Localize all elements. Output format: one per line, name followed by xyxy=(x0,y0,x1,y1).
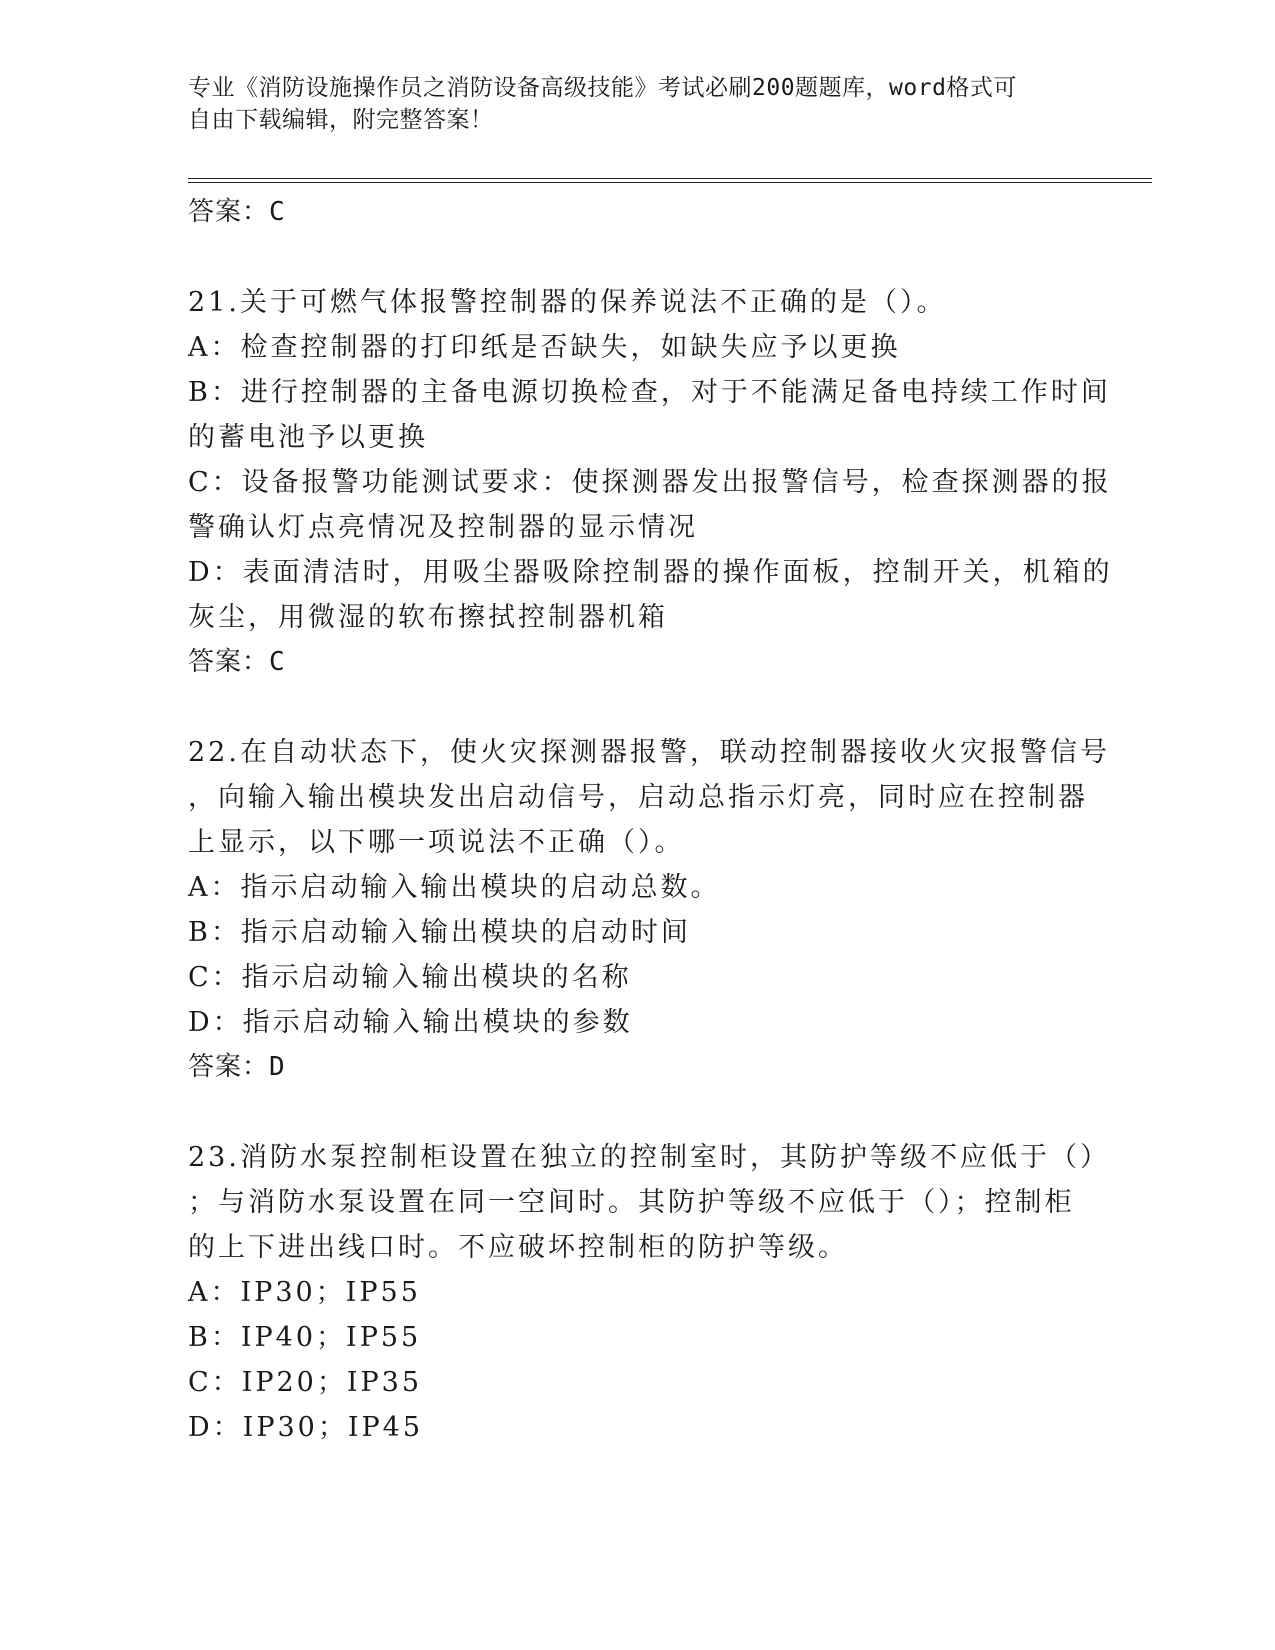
option-a: A：检查控制器的打印纸是否缺失，如缺失应予以更换 xyxy=(188,332,901,363)
question-23 xyxy=(188,1135,1110,1450)
previous-answer: 答案：C xyxy=(188,197,286,227)
header-title-line-2: 自由下载编辑，附完整答案！ xyxy=(188,107,494,133)
answer: 答案：C xyxy=(188,647,286,677)
spacer xyxy=(188,685,1088,730)
spacer xyxy=(188,1090,1088,1135)
question-stem-continued: ；与消防水泵设置在同一空间时。其防护等级不应低于（）；控制柜 xyxy=(188,1187,1075,1218)
question-22 xyxy=(188,730,1110,1090)
option-b: B：进行控制器的主备电源切换检查，对于不能满足备电持续工作时间 xyxy=(188,377,1111,408)
option-b-continued: 的蓄电池予以更换 xyxy=(188,422,428,453)
answer: 答案：D xyxy=(188,1052,286,1082)
question-stem: 22.在自动状态下，使火灾探测器报警，联动控制器接收火灾报警信号 xyxy=(188,737,1110,768)
option-a: A：指示启动输入输出模块的启动总数。 xyxy=(188,872,721,903)
document-header xyxy=(188,72,1088,136)
spacer xyxy=(188,235,1088,280)
option-d: D：指示启动输入输出模块的参数 xyxy=(188,1007,633,1038)
option-c: C：IP20；IP35 xyxy=(188,1367,423,1398)
option-c-continued: 警确认灯点亮情况及控制器的显示情况 xyxy=(188,512,698,543)
question-stem-continued: ，向输入输出模块发出启动信号，启动总指示灯亮，同时应在控制器 xyxy=(188,782,1088,813)
question-21 xyxy=(188,280,1113,685)
option-d: D：IP30；IP45 xyxy=(188,1412,424,1443)
question-stem-continued: 上显示，以下哪一项说法不正确（）。 xyxy=(188,827,685,858)
option-d: D：表面清洁时，用吸尘器吸除控制器的操作面板，控制开关，机箱的 xyxy=(188,557,1113,588)
question-stem: 23.消防水泵控制柜设置在独立的控制室时，其防护等级不应低于（） xyxy=(188,1142,1110,1173)
question-stem: 21.关于可燃气体报警控制器的保养说法不正确的是（）。 xyxy=(188,287,947,318)
header-title-line-1: 专业《消防设施操作员之消防设备高级技能》考试必刷200题题库，word格式可 xyxy=(188,75,1017,101)
question-stem-continued: 的上下进出线口时。不应破坏控制柜的防护等级。 xyxy=(188,1232,848,1263)
option-c: C：设备报警功能测试要求：使探测器发出报警信号，检查探测器的报 xyxy=(188,467,1112,498)
document-body xyxy=(188,190,1113,1450)
option-b: B：IP40；IP55 xyxy=(188,1322,422,1353)
option-a: A：IP30；IP55 xyxy=(188,1277,421,1308)
header-divider xyxy=(188,178,1152,183)
option-c: C：指示启动输入输出模块的名称 xyxy=(188,962,632,993)
option-b: B：指示启动输入输出模块的启动时间 xyxy=(188,917,691,948)
option-d-continued: 灰尘，用微湿的软布擦拭控制器机箱 xyxy=(188,602,668,633)
